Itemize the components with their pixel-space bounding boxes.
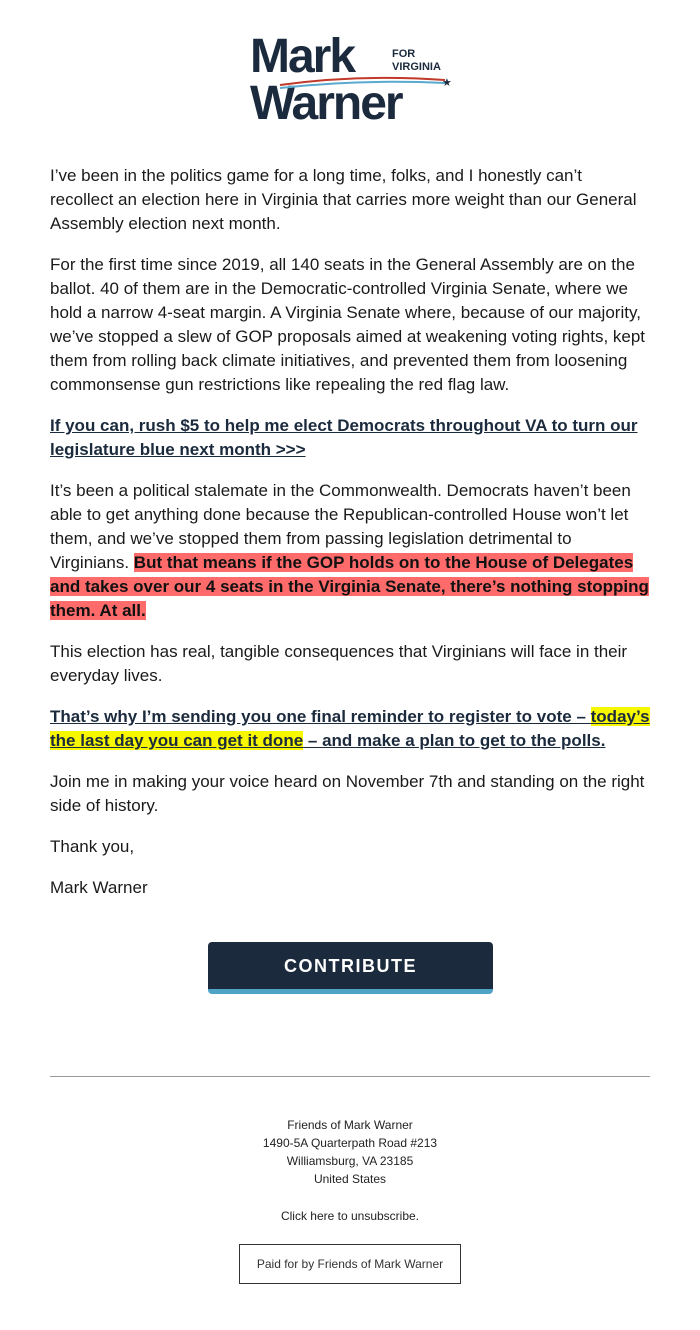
mark-warner-logo: [250, 30, 455, 122]
unsubscribe-link[interactable]: Click here to unsubscribe.: [280, 1209, 420, 1223]
svg-text:Mark: Mark: [250, 30, 355, 83]
footer: [0, 1116, 700, 1225]
highlighted-text: But that means if the GOP holds on to the House of Delegates and takes over our 4 seats in the Virginia Senate, there’s nothing stopping them. At all.: [50, 553, 649, 620]
svg-text:★: ★: [442, 77, 452, 89]
paragraph: Join me in making your voice heard on November 7th and standing on the right side of history.: [50, 772, 645, 815]
svg-text:Warner: Warner: [250, 77, 402, 122]
footer-address-line: Williamsburg, VA 23185: [286, 1154, 414, 1168]
highlighted-link-text: today’s the last day you can get it done: [50, 707, 650, 750]
sign-off: Thank you,: [50, 837, 135, 856]
paragraph: For the first time since 2019, all 140 seats in the General Assembly are on the ballot. 40 of them are in the Democratic-controlled Virginia Senate, where we hold a narrow 4-seat margin. A Virginia Senate where, because of our majority, we’ve stopped a slew of GOP proposals aimed at weakening voting rights, kept them from rolling back climate initiatives, and prevented them from loosening commonsense gun restrictions like repealing the red flag law.: [50, 255, 646, 394]
link-text: That’s why I’m sending you one final reminder to register to vote –: [50, 707, 591, 726]
register-link[interactable]: [50, 707, 650, 750]
divider: [50, 1076, 650, 1077]
paragraph: I’ve been in the politics game for a long time, folks, and I honestly can’t recollect an election here in Virginia that carries more weight than our General Assembly election next month.: [50, 166, 637, 233]
paragraph: [50, 479, 650, 623]
signature: Mark Warner: [50, 878, 148, 897]
contribute-button[interactable]: CONTRIBUTE: [208, 942, 493, 994]
paragraph: This election has real, tangible consequences that Virginians will face in their everyday lives.: [50, 642, 628, 685]
svg-text:FOR: FOR: [392, 48, 416, 60]
svg-text:VIRGINIA: VIRGINIA: [392, 61, 441, 73]
footer-address-line: 1490-5A Quarterpath Road #213: [262, 1136, 438, 1150]
link-text: – and make a plan to get to the polls.: [303, 731, 606, 750]
paid-for-disclaimer: Paid for by Friends of Mark Warner: [239, 1244, 461, 1284]
donate-link[interactable]: If you can, rush $5 to help me elect Democrats throughout VA to turn our legislature blue next month >>>: [50, 416, 638, 459]
footer-country: United States: [313, 1172, 387, 1186]
paragraph-text: It’s been a political stalemate in the Commonwealth. Democrats haven’t been able to get anything done because the Republican-controlled House won’t let them, and we’ve stopped them from passing legislation detrimental to Virginians.: [50, 481, 631, 572]
footer-org: Friends of Mark Warner: [287, 1118, 413, 1132]
message-content: [50, 164, 650, 917]
